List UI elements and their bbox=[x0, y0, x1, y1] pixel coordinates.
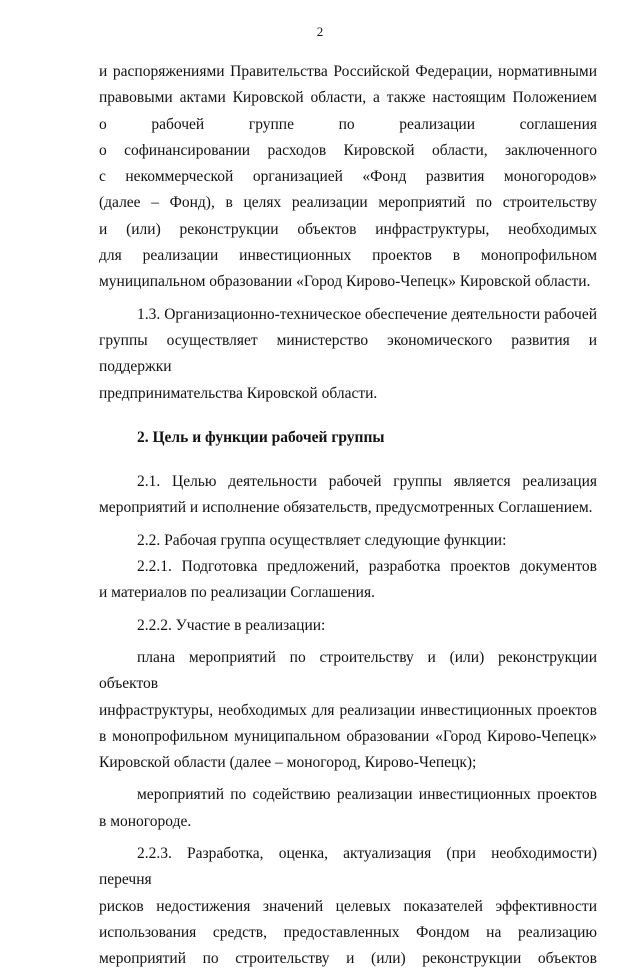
text-line: и материалов по реализации Соглашения. bbox=[99, 584, 375, 602]
text-line: рисков недостижения значений целевых показателей эффективности bbox=[99, 897, 597, 915]
text-line: для реализации инвестиционных проектов в монопрофильном bbox=[99, 247, 597, 265]
text-line: правовыми актами Кировской области, а также настоящим Положением bbox=[99, 89, 597, 107]
text-line: использования средств, предоставленных Фондом на реализацию bbox=[99, 923, 597, 941]
text-line: мероприятий по строительству и (или) реконструкции объектов bbox=[99, 950, 597, 968]
text-line: 2.2.2. Участие в реализации: bbox=[137, 616, 326, 634]
text-line: 2.2.3. Разработка, оценка, актуализация (при необходимости) перечня bbox=[99, 845, 597, 889]
text-line: группы осуществляет министерство экономического развития и поддержки bbox=[99, 331, 597, 376]
document-body bbox=[99, 59, 597, 973]
text-line: инфраструктуры, необходимых для реализации инвестиционных проектов bbox=[99, 701, 597, 719]
text-line: с некоммерческой организацией «Фонд развития моногородов» bbox=[99, 168, 597, 186]
text-line: и распоряжениями Правительства Российской Федерации, нормативными bbox=[99, 63, 597, 80]
text-line: 2.2. Рабочая группа осуществляет следующие функции: bbox=[137, 531, 507, 549]
text-line: и (или) реконструкции объектов инфраструктуры, необходимых bbox=[99, 220, 597, 238]
text-line: (далее – Фонд), в целях реализации мероприятий по строительству bbox=[99, 194, 597, 212]
page-number: 2 bbox=[316, 24, 324, 39]
text-line: о рабочей группе по реализации соглашения bbox=[99, 115, 597, 133]
text-line: мероприятий и исполнение обязательств, предусмотренных Соглашением. bbox=[99, 499, 593, 517]
text-line: 2.2.1. Подготовка предложений, разработка проектов документов bbox=[137, 558, 597, 576]
text-line: Кировской области (далее – моногород, Кирово-Чепецк); bbox=[99, 754, 477, 772]
text-line: о софинансировании расходов Кировской области, заключенного bbox=[99, 141, 597, 159]
text-line: в монопрофильном муниципальном образовании «Город Кирово-Чепецк» bbox=[99, 727, 597, 745]
text-line: 2.1. Целью деятельности рабочей группы является реализация bbox=[137, 473, 597, 491]
text-line: плана мероприятий по строительству и (или) реконструкции объектов bbox=[99, 648, 597, 693]
text-line: предпринимательства Кировской области. bbox=[99, 384, 378, 402]
text-line: 1.3. Организационно-техническое обеспечение деятельности рабочей bbox=[137, 305, 597, 323]
text-line: муниципальном образовании «Город Кирово-Чепецк» Кировской области. bbox=[99, 273, 591, 291]
text-line: в моногороде. bbox=[99, 812, 192, 830]
text-line: мероприятий по содействию реализации инвестиционных проектов bbox=[137, 786, 597, 804]
section-heading: 2. Цель и функции рабочей группы bbox=[137, 428, 385, 446]
